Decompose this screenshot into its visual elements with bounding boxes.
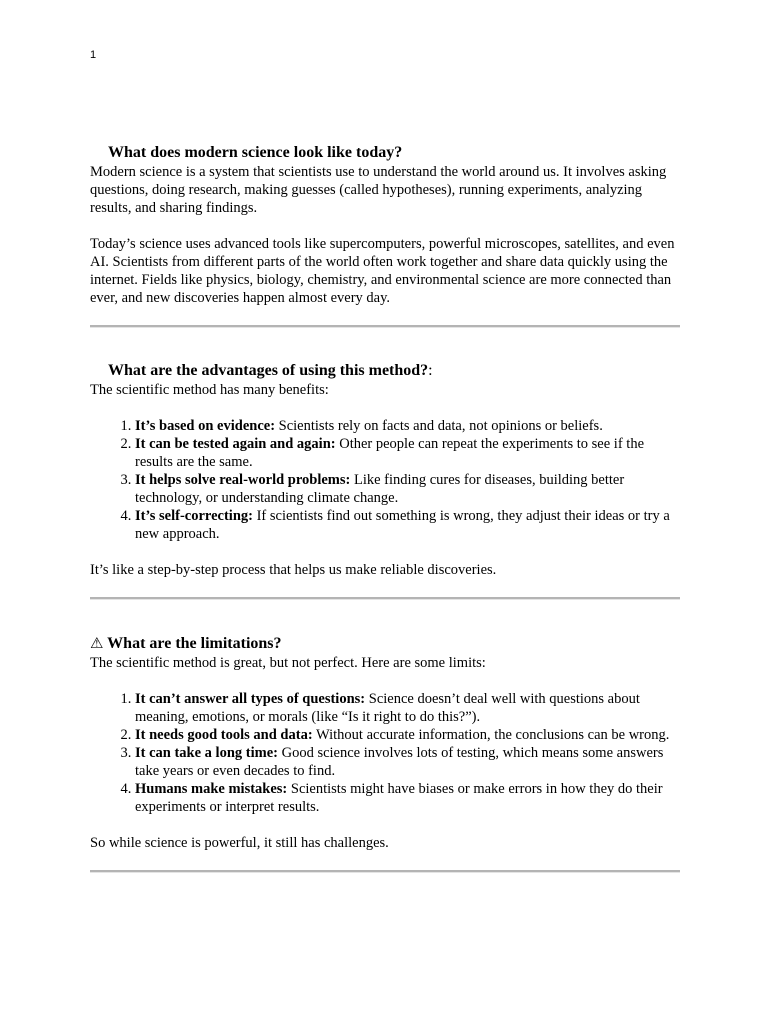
spacer	[90, 307, 680, 325]
list-item	[135, 417, 680, 435]
list-item-term: It’s self-correcting:	[135, 508, 253, 524]
list-item-term: It can be tested again and again:	[135, 436, 336, 452]
list-item-term: It helps solve real-world problems:	[135, 472, 351, 488]
heading-colon: :	[428, 362, 433, 379]
list-item-term: Humans make mistakes:	[135, 781, 288, 797]
spacer	[90, 579, 680, 597]
section-intro: The scientific method has many benefits:	[90, 382, 329, 398]
list-item-term: It can take a long time:	[135, 745, 278, 761]
section-outro: So while science is powerful, it still has challenges.	[90, 835, 389, 851]
list-item	[135, 780, 680, 816]
heading-text: What are the limitations?	[107, 635, 282, 652]
list-item	[135, 726, 680, 744]
section-heading-advantages	[90, 361, 680, 381]
paragraph: Modern science is a system that scientists use to understand the world around us. It involves asking questions, doing research, making guesses (called hypotheses), running experiments, analyzing results, and sharing findings.	[90, 164, 667, 216]
list-item-text: Science doesn’t deal well with questions about meaning, emotions, or morals (like “Is it right to do this?”).	[135, 691, 640, 725]
spacer	[90, 217, 680, 235]
list-item-term: It can’t answer all types of questions:	[135, 691, 366, 707]
section-heading-limitations	[90, 633, 680, 654]
list-item-text: Other people can repeat the experiments to see if the results are the same.	[135, 436, 645, 470]
section-divider	[90, 870, 680, 873]
list-item	[135, 435, 680, 471]
list-item	[135, 744, 680, 780]
list-item-text: Good science involves lots of testing, which means some answers take years or even decades to find.	[135, 745, 664, 779]
list-item	[135, 507, 680, 543]
spacer	[90, 852, 680, 870]
list-item-text: Like finding cures for diseases, building better technology, or understanding climate change.	[135, 472, 625, 506]
warning-icon: ⚠	[90, 634, 104, 652]
section-modern-science	[90, 143, 680, 307]
document-body	[90, 143, 680, 873]
limitations-list	[90, 690, 680, 816]
spacer	[90, 399, 680, 417]
section-limitations	[90, 633, 680, 852]
list-item-text: Scientists might have biases or make errors in how they do their experiments or interpret results.	[135, 781, 663, 815]
list-item-term: It’s based on evidence:	[135, 418, 276, 434]
section-outro: It’s like a step-by-step process that helps us make reliable discoveries.	[90, 562, 497, 578]
spacer	[90, 672, 680, 690]
section-intro: The scientific method is great, but not perfect. Here are some limits:	[90, 655, 486, 671]
section-heading-modern-science: What does modern science look like today?	[108, 144, 403, 161]
spacer	[90, 816, 680, 834]
list-item-text: Scientists rely on facts and data, not opinions or beliefs.	[275, 418, 603, 434]
list-item-text: Without accurate information, the conclusions can be wrong.	[312, 727, 670, 743]
page-number: 1	[90, 49, 97, 61]
list-item	[135, 471, 680, 507]
list-item	[135, 690, 680, 726]
paragraph: Today’s science uses advanced tools like supercomputers, powerful microscopes, satellites, and even AI. Scientists from different parts of the world often work together and share data quickly using the internet. Fields like physics, biology, chemistry, and environmental science are more connected than ever, and new discoveries happen almost every day.	[90, 236, 675, 306]
list-item-term: It needs good tools and data:	[135, 727, 313, 743]
spacer	[90, 543, 680, 561]
spacer	[90, 328, 680, 361]
advantages-list	[90, 417, 680, 543]
spacer	[90, 600, 680, 633]
list-item-text: If scientists find out something is wrong, they adjust their ideas or try a new approach.	[135, 508, 670, 542]
section-advantages	[90, 361, 680, 579]
heading-text: What are the advantages of using this method?	[108, 362, 429, 379]
